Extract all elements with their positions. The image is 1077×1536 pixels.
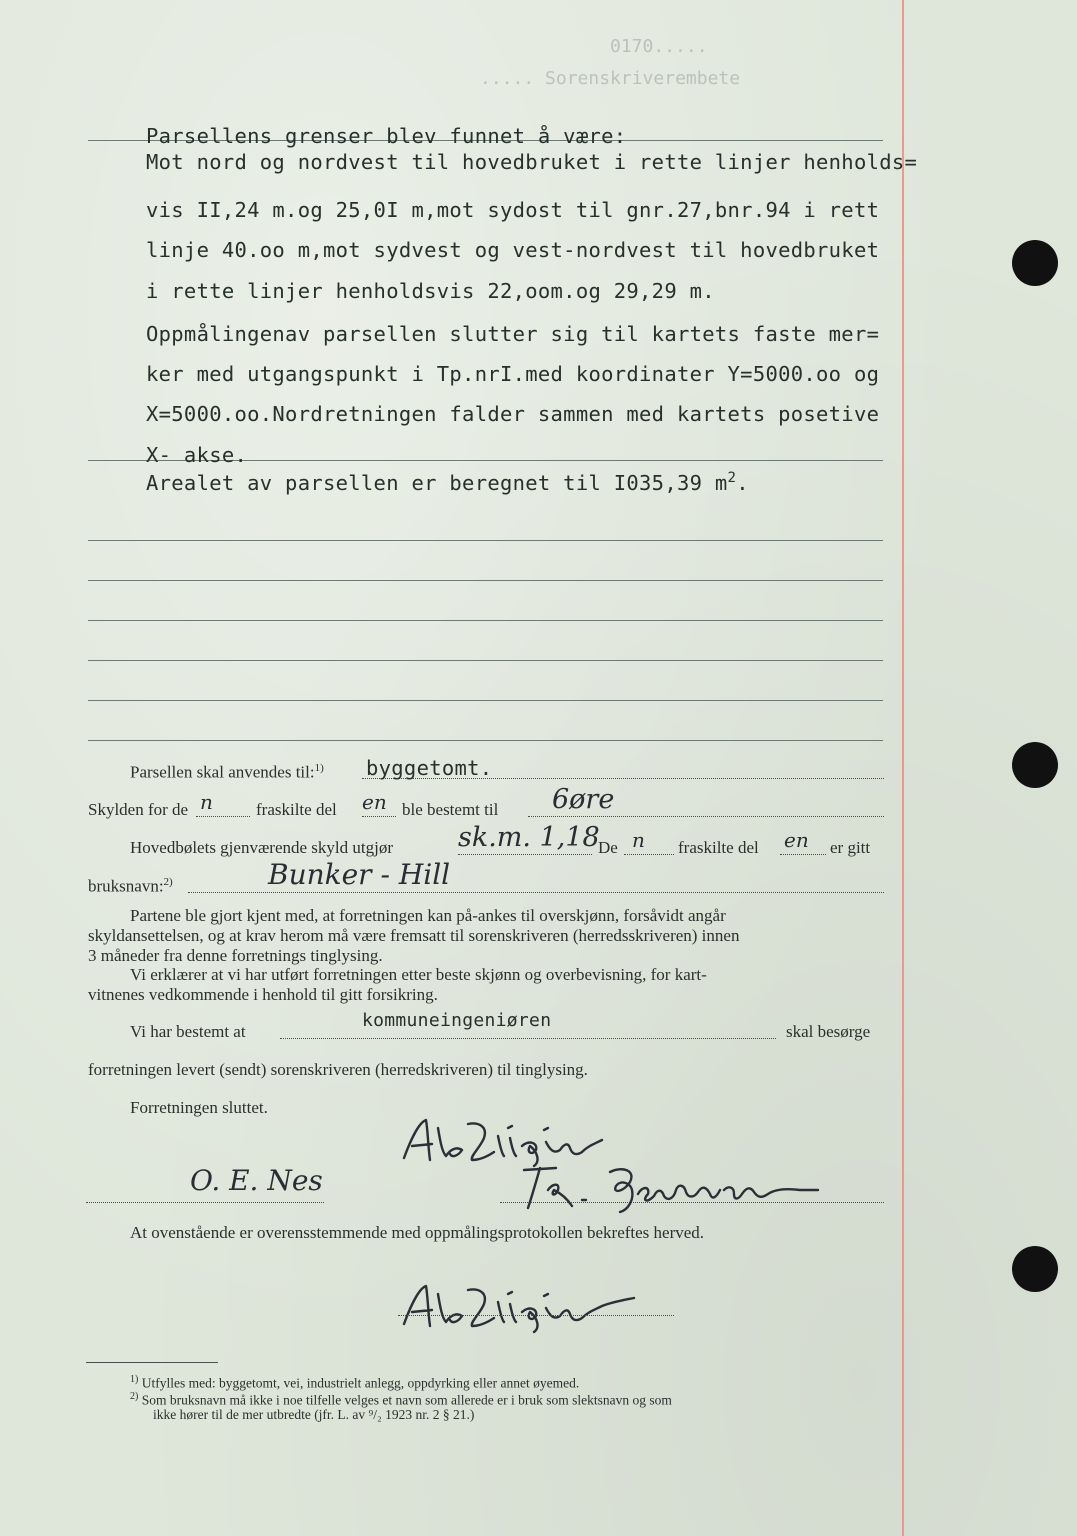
skyld-field-2 — [362, 816, 396, 817]
footnote-1 — [130, 1374, 579, 1392]
hoved-mid: fraskilte del — [678, 838, 759, 857]
footnote-mark-1: 1) — [314, 762, 324, 774]
para1-line-3: 3 måneder fra denne forretnings tinglysing. — [88, 946, 383, 965]
ruled-line — [88, 580, 883, 581]
typed-line-3: vis II,24 m.og 25,0I m,mot sydost til gnr.27,bnr.94 i rett — [146, 198, 880, 222]
bestemt-suffix: skal besørge — [786, 1022, 871, 1041]
margin-line — [902, 0, 904, 1536]
hoved-de: De — [598, 838, 618, 857]
footnote-1-text: Utfylles med: byggetomt, vei, industrielt anlegg, oppdyrking eller annet øyemed. — [141, 1375, 580, 1391]
signer-name-left: O. E. Nes — [190, 1164, 323, 1197]
skyld-value: 6øre — [552, 784, 615, 815]
faded-header-line-2: ..... Sorenskriverembete — [480, 68, 741, 89]
skyld-suffix: ble bestemt til — [402, 800, 499, 819]
skyld-fill-1: n — [200, 790, 213, 814]
hoved-fill-1: n — [632, 828, 645, 852]
typed-line-9: X- akse. — [146, 443, 248, 467]
footnote-2 — [130, 1391, 672, 1409]
typed-line-1: Parsellens grenser blev funnet å være: — [146, 124, 627, 148]
skyld-field-3 — [528, 816, 884, 817]
area-period: . — [736, 470, 749, 495]
typed-line-8: X=5000.oo.Nordretningen falder sammen med kartets posetive — [146, 402, 880, 426]
para2-line-2: vitnenes vedkommende i henhold til gitt forsikring. — [88, 985, 438, 1004]
ruled-line — [88, 620, 883, 621]
area-superscript: 2 — [727, 470, 737, 486]
typed-line-4: linje 40.oo m,mot sydvest og vest-nordvest til hovedbruket — [146, 238, 880, 262]
para1-line-1: Partene ble gjort kjent med, at forretningen kan på-ankes til overskjønn, forsåvidt angår — [130, 906, 726, 925]
typed-line-10 — [146, 470, 749, 495]
bruks-label — [88, 876, 173, 897]
hoved-field — [458, 854, 592, 855]
sign-field-left — [86, 1202, 324, 1203]
punch-hole-bottom — [1012, 1246, 1058, 1292]
bestemt-field — [280, 1038, 776, 1039]
sign-field-bottom — [398, 1314, 674, 1316]
hoved-prefix: Hovedbølets gjenværende skyld utgjør — [130, 838, 393, 857]
bruks-value: Bunker - Hill — [268, 858, 451, 891]
faded-header-line-1: 0170..... — [610, 36, 708, 57]
typed-line-2: Mot nord og nordvest til hovedbruket i rette linjer henholds= — [146, 150, 918, 174]
hoved-value: sk.m. 1,18 — [458, 822, 600, 853]
ruled-line — [88, 700, 883, 701]
punch-hole-top — [1012, 240, 1058, 286]
sluttet: Forretningen sluttet. — [130, 1098, 268, 1117]
confirm-text: At ovenstående er overensstemmende med oppmålingsprotokollen bekreftes herved. — [130, 1223, 705, 1242]
ruled-line — [88, 660, 883, 661]
skyld-prefix: Skylden for de — [88, 800, 189, 819]
signature-3 — [398, 1280, 648, 1336]
footnote-2-text: Som bruksnavn må ikke i noe tilfelle velges et navn som allerede er i bruk som slektsnavn og som — [141, 1392, 672, 1408]
use-label-text: Parsellen skal anvendes til: — [130, 762, 315, 782]
skyld-mid: fraskilte del — [256, 800, 337, 819]
footnote-mark-2: 2) — [163, 876, 173, 888]
bestemt-prefix: Vi har bestemt at — [130, 1022, 246, 1041]
use-label — [130, 762, 324, 783]
bestemt-value: kommuneingeniøren — [362, 1010, 552, 1031]
para2-line-1: Vi erklærer at vi har utført forretningen etter beste skjønn og overbevisning, for kart- — [130, 965, 707, 984]
bruks-field — [188, 892, 884, 893]
footnote-separator — [86, 1362, 218, 1363]
skyld-field-1 — [196, 816, 250, 817]
footnote-2-cont: ikke hører til de mer utbredte (jfr. L. av ⁹/₂ 1923 nr. 2 § 21.) — [153, 1407, 475, 1422]
footnote-2-mark: 2) — [130, 1391, 139, 1402]
ruled-line — [88, 740, 883, 741]
skyld-fill-2: en — [362, 790, 387, 814]
typed-line-7: ker med utgangspunkt i Tp.nrI.med koordinater Y=5000.oo og — [146, 362, 880, 386]
levert-line: forretningen levert (sendt) sorenskriveren (herredskriveren) til tinglysing. — [88, 1060, 588, 1079]
hoved-field-2 — [624, 854, 674, 855]
typed-line-6: Oppmålingenav parsellen slutter sig til kartets faste mer= — [146, 322, 880, 346]
punch-hole-middle — [1012, 742, 1058, 788]
area-text: Arealet av parsellen er beregnet til I035,39 m — [146, 470, 728, 495]
footnote-1-mark: 1) — [130, 1374, 139, 1385]
hoved-field-3 — [780, 854, 826, 855]
signature-2 — [512, 1160, 832, 1216]
bruks-label-text: bruksnavn: — [88, 876, 164, 896]
para1-line-2: skyldansettelsen, og at krav herom må være fremsatt til sorenskriveren (herredsskriveren) innen — [88, 926, 740, 945]
use-value: byggetomt. — [366, 756, 493, 780]
hoved-suffix: er gitt — [830, 838, 871, 857]
hoved-fill-2: en — [784, 828, 809, 852]
typed-line-5: i rette linjer henholdsvis 22,oom.og 29,29 m. — [146, 279, 715, 303]
ruled-line — [88, 540, 883, 541]
